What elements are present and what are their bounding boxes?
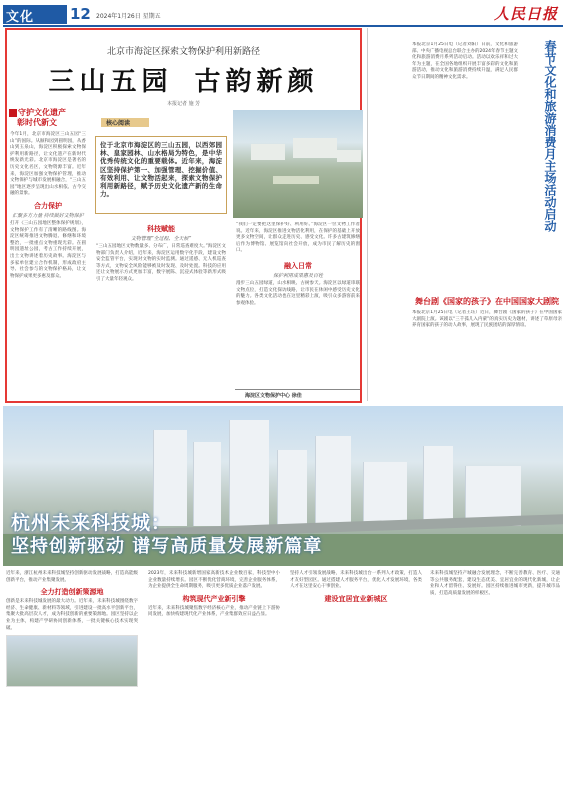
- feature-columns: [3, 568, 563, 796]
- left-head-2: 彰时代新文: [17, 118, 57, 127]
- article-column-right: [233, 222, 363, 402]
- left-section-subhead: 汇聚多方力量 持续做好文物保护: [12, 212, 84, 219]
- article-column-left: [7, 108, 89, 398]
- red-square-icon: [9, 109, 17, 117]
- feature-text-3b: 未来科技城坚持产城融合发展理念，不断完善教育、医疗、交通等公共服务配套，建设生态优美、宜居宜业的现代化新城，让企业和人才留得住、发展好。园区持续推进城市更新，提升城市品质，打造高质量发展的样板区。: [430, 571, 560, 596]
- footer-rule: [235, 389, 360, 390]
- aerial-park-photo: [233, 110, 363, 218]
- right-news-2: [409, 310, 565, 400]
- feature-head-2: 构筑现代产业新引擎: [182, 594, 246, 603]
- feature-column-3: [287, 568, 425, 796]
- right-section-subhead: 保护利用成果惠及百姓: [272, 272, 323, 279]
- middle-section-subhead: 文物管理“全过程、全天候”: [130, 236, 192, 242]
- right-news-2-title[interactable]: 舞台剧《国家的孩子》在中国国家大剧院: [415, 297, 559, 306]
- article-byline: 本报记者 施 芳: [167, 101, 201, 107]
- left-head-1: 守护文化遗产: [7, 108, 89, 118]
- feature-head-1: 全力打造创新策源地: [40, 588, 104, 597]
- core-reading-tag: 核心阅读: [101, 118, 149, 127]
- middle-section-head: 科技赋能: [147, 225, 175, 233]
- feature-title-line-2: 坚持创新驱动 谱写高质量发展新篇章: [11, 536, 323, 557]
- feature-article[interactable]: [3, 406, 563, 796]
- right-section-head: 融入日常: [284, 261, 312, 270]
- footer-credit: 海淀区文物保护中心 徐佳: [245, 393, 302, 399]
- right-news-1-title[interactable]: 春节文化和旅游消费月主场活动启动: [543, 40, 557, 232]
- city-skyline-photo: [3, 406, 563, 566]
- building-photo: [6, 635, 138, 687]
- masthead: [0, 0, 566, 26]
- newspaper-logo: 人民日报: [494, 5, 559, 23]
- right-news-2-text: 本报北京1月25日电（记者王珏）近日，舞台剧《国家的孩子》在中国国家大剧院上演。该剧以“三千孤儿入内蒙”的真实历史为题材，讲述了草原母亲养育国家的孩子的动人故事，展现了民族团结的深厚情谊。: [412, 310, 562, 329]
- left-section-head: 合力保护: [34, 201, 62, 210]
- right-text-1: “我们一定要把这里保护好、利用好。”海淀区一位文物工作者说。近年来，海淀区推进文物活化利用，在保护的基础上开放更多文物空间，让群众走进历史、感受文化。许多古建筑修缮后作为博物馆、展览馆向社会开放，成为市民了解历史的窗口。: [236, 222, 360, 254]
- feature-text-3: 坚持人才引领发展战略，未来科技城出台一系列人才政策，打造人才友好型园区。通过搭建人才服务平台，优化人才发展环境，各类人才在这里安心干事创业。: [290, 571, 422, 590]
- core-reading-box: [95, 136, 227, 214]
- right-column: [409, 28, 565, 401]
- feature-column-1: [3, 568, 141, 796]
- article-footer: [7, 389, 360, 401]
- article-kicker: 北京市海淀区探索文物保护利用新路径: [106, 47, 260, 57]
- headline-part-a: 三山五园: [48, 67, 173, 97]
- section-name: 文化: [6, 10, 35, 25]
- feature-intro: 近年来，浙江杭州未来科技城坚持创新驱动发展战略，打造高能级创新平台，推动产业集聚发展。: [6, 571, 138, 583]
- feature-text-2b: 近年来，未来科技城聚焦数字经济核心产业，推动产业链上下游协同发展，加快构建现代化产业体系，产业集群效应日益凸显。: [148, 605, 280, 618]
- feature-title-line-1: 杭州未来科技城：: [11, 512, 172, 534]
- article-headline: [7, 61, 360, 98]
- feature-text-1: 创新是未来科技城发展的最大动力。近年来，未来科技城围绕数字经济、生命健康、新材料等领域，引进建设一批高水平创新平台，集聚大批高层次人才，成为科技创新的重要策源地。园区坚持以企业为主体，构建产学研协同创新体系，一批关键核心技术实现突破。: [6, 599, 138, 631]
- middle-text: “三山五园地区文物数量多、分布广，日常巡查难度大。”海淀区文物部门负责人介绍，近年来，海淀区运用数字化手段，建设文物安全监管平台，实现对文物的实时监测。通过遥感、无人机巡查等方式，文物安全风险能够被及时发现、及时处置。科技的应用还让文物展示方式更加丰富，数字展陈、沉浸式体验等新形式吸引了大量年轻观众。: [96, 244, 226, 282]
- feature-text-2: 2023年，未来科技城新增国家高新技术企业数百家，科技型中小企业数量持续增长。园区不断优化营商环境，完善企业服务体系，为企业提供全生命周期服务，吸引更多优质企业落户发展。: [148, 571, 280, 590]
- right-news-1[interactable]: [409, 42, 521, 292]
- right-text-2: 漫步三山五园绿道，山水相映、古树参天。海淀区以绿道串联文物点位，打造文化探访线路，让市民在休闲中感受历史文化的魅力。各类文化活动也在这里精彩上演，吸引众多游客前来参观体验。: [236, 280, 360, 306]
- column-separator: [367, 28, 368, 401]
- masthead-rule: [3, 25, 563, 27]
- top-article[interactable]: [5, 28, 362, 403]
- headline-part-b: 古韵新颜: [194, 67, 319, 97]
- feature-column-4: [427, 568, 563, 796]
- page-number: 12: [70, 5, 91, 23]
- left-text-1: 今年1月，北京市海淀区三山五园“三山”的国际。从颐和园到圆明园，从香山到玉泉山，海淀区积极探索文物保护利用新路径，让文化遗产在新时代焕发新光彩。北京市海淀区是著名的历史文化名区，文物资源丰富。近年来，海淀区加强文物保护管理，推动文物保护与城市发展相融合，“三山五园”地区逐步呈现出山水相依、古今交融的景象。: [10, 132, 86, 197]
- middle-body: [93, 220, 229, 398]
- core-reading-text: 位于北京市海淀区的三山五园，以西郊园林、皇家园林、山水格局为特色，是中华优秀传统文化的重要载体。近年来，海淀区坚持保护第一、加强管理、挖掘价值、有效利用、让文物活起来，探索文物保护利用新路径，赋予历史文化遗产新的生命力。: [100, 141, 222, 199]
- article-column-middle: [93, 108, 229, 398]
- feature-column-2: [145, 568, 283, 796]
- feature-head-3: 建设宜居宜业新城区: [324, 594, 388, 603]
- right-news-1-text: 本报北京1月25日电（记者刘阳）日前，文化和旅游部、中央广播电视总台联合主办的2024年春节主题文化和旅游消费月系列活动启动。活动以欢乐祥和过大年为主题，在全国各地组织开展丰富多彩的文化和旅游活动，推动文化和旅游消费持续升温，满足人民群众节日期间的精神文化需求。: [412, 42, 518, 80]
- left-text-2: 打开《三山五园地区整体保护规划》，文物保护工作有了清晰的路线图。海淀区统筹推进文物腾退、修缮和环境整治，一批重点文物重现光彩。在圆明园遗址公园，考古工作持续开展，出土文物讲述着历史故事。海淀区与多家单位建立合作机制，形成政府主导、社会参与的文物保护格局，让文物保护成果更多惠及群众。: [10, 220, 86, 279]
- issue-date: 2024年1月26日 星期五: [96, 13, 161, 20]
